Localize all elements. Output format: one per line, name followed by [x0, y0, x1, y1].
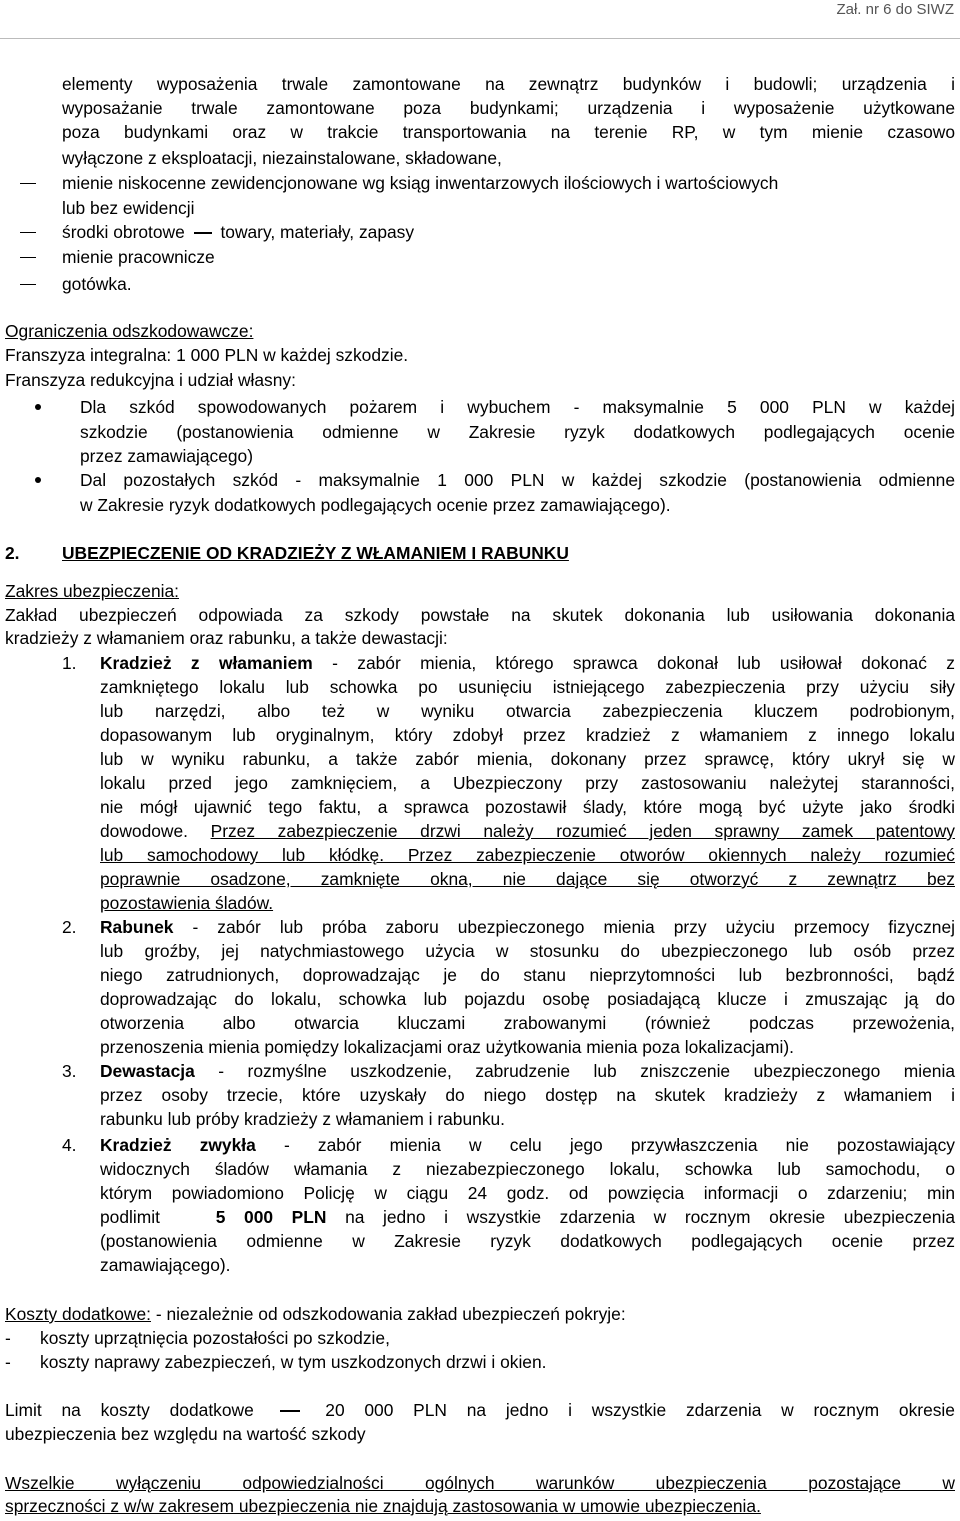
- item-first-line: [100, 916, 955, 938]
- dash-marker: [20, 183, 36, 184]
- item-line: którym powiadomiono Policję w ciągu 24 godz. od powzięcia informacji o zdarzeniu; min: [100, 1183, 955, 1203]
- item-line: lub narzędzi, albo też w wyniku otwarcia zabezpieczenia kluczem podrobionym,: [100, 701, 955, 721]
- franchise-reduction: Franszyza redukcyjna i udział własny:: [5, 370, 296, 390]
- item-first-text: - zabór mienia, którego sprawca dokonał lub usiłował dokonać z: [332, 653, 955, 673]
- sublimit-value: 5 000 PLN: [215, 1207, 327, 1227]
- costs-heading-line: [5, 1303, 626, 1325]
- bullet-line: przez zamawiającego): [80, 446, 254, 466]
- item-number: 2.: [62, 917, 77, 937]
- dash-item: gotówka.: [62, 274, 132, 294]
- intro-line: wyposażanie trwale zamontowane poza budynkami; urządzenia i wyposażenie użytkowane: [62, 98, 955, 118]
- item-term: Rabunek: [100, 917, 174, 937]
- bullet-line: Dal pozostałych szkód - maksymalnie 1 000 PLN w każdej szkodzie (postanowienia odmienne: [80, 470, 955, 490]
- costs-item: koszty naprawy zabezpieczeń, w tym uszkodzonych drzwi i okien.: [40, 1352, 547, 1372]
- item-line: zamawiającego).: [100, 1255, 231, 1275]
- item-line: otworzenia albo otwarcia kluczami zrabowanymi (również podczas przewożenia,: [100, 1013, 955, 1033]
- header-divider: [0, 38, 960, 39]
- item-first-text: - zabór lub próba zaboru ubezpieczonego mienia przy użyciu przemocy fizycznej: [192, 917, 955, 937]
- scope-line: Zakład ubezpieczeń odpowiada za szkody powstałe na skutek dokonania lub usiłowania dokonania: [5, 605, 955, 625]
- item-term: Dewastacja: [100, 1061, 195, 1081]
- costs-marker: -: [5, 1328, 11, 1348]
- scope-line: kradzieży z włamaniem oraz rabunku, a także dewastacji:: [5, 628, 448, 648]
- scope-heading: Zakres ubezpieczenia:: [5, 581, 179, 601]
- item-sublimit-line: [100, 1206, 955, 1228]
- limit-line: [5, 1399, 955, 1421]
- costs-heading: Koszty dodatkowe:: [5, 1304, 151, 1324]
- item-number: 3.: [62, 1061, 77, 1081]
- costs-marker: -: [5, 1352, 11, 1372]
- limit-prefix: Limit na koszty dodatkowe: [5, 1400, 254, 1420]
- item-term: Kradzież z włamaniem: [100, 653, 313, 673]
- item-underlined-text: Przez zabezpieczenie drzwi należy rozumieć jeden sprawny zamek patentowy: [210, 821, 955, 841]
- item-line: [100, 820, 955, 842]
- item-line: widocznych śladów włamania z niezabezpieczonego lokalu, schowka lub samochodu, o: [100, 1159, 955, 1179]
- item-term: Kradzież zwykła: [100, 1135, 256, 1155]
- costs-heading-rest: - niezależnie od odszkodowania zakład ubezpieczeń pokryje:: [155, 1304, 626, 1324]
- costs-item: koszty uprzątnięcia pozostałości po szkodzie,: [40, 1328, 390, 1348]
- item-line: doprowadzając do lokalu, schowka lub pojazdu osobę posiadającą klucze i zmuszając ją do: [100, 989, 955, 1009]
- item-line: dopasowanym lub oryginalnym, który zdobył przez kradzież z włamaniem z innego lokalu: [100, 725, 955, 745]
- item-line: przenoszenia mienia pomiędzy lokalizacjami oraz użytkowania mienia poza lokalizacjami).: [100, 1037, 795, 1057]
- item-first-text: - rozmyślne uszkodzenie, zabrudzenie lub zniszczenie ubezpieczonego mienia: [218, 1061, 955, 1081]
- item-line: lokalu przed jego zamknięciem, a Ubezpieczony przy zastosowaniu należytej staranności,: [100, 773, 955, 793]
- exclusion-line: sprzeczności z w/w zakresem ubezpieczenia nie znajdują zastosowania w umowie ubezpieczenia.: [5, 1496, 761, 1516]
- dash-marker: [20, 232, 36, 233]
- item-line: lub w wyniku rabunku, a także zabór mienia, dokonany przez sprawcę, który ukrył się w: [100, 749, 955, 769]
- exclusion-line: Wszelkie wyłączeniu odpowiedzialności ogólnych warunków ubezpieczenia pozostające w: [5, 1473, 955, 1493]
- bullet-marker: [35, 477, 41, 483]
- item-number: 4.: [62, 1135, 77, 1155]
- item-line: (postanowienia odmienne w Zakresie ryzyk dodatkowych podlegających ocenie przez: [100, 1231, 955, 1251]
- header-label: Zał. nr 6 do SIWZ: [836, 1, 954, 18]
- dash-item-suffix: towary, materiały, zapasy: [220, 222, 415, 242]
- item-underlined-line: lub samochodowy lub kłódkę. Przez zabezpieczenie otworów okiennych należy rozumieć: [100, 845, 955, 865]
- limit-text: 20 000 PLN na jedno i wszystkie zdarzenia w rocznym okresie: [325, 1400, 955, 1420]
- item-underlined-line: pozostawienia śladów.: [100, 893, 274, 913]
- item-line: zamkniętego lokalu lub schowka po usunięciu istniejącego zabezpieczenia przy użyciu siły: [100, 677, 955, 697]
- dash-item-prefix: środki obrotowe: [62, 222, 185, 242]
- limit-line: ubezpieczenia bez względu na wartość szkody: [5, 1424, 366, 1444]
- intro-line: poza budynkami oraz w trakcie transportowania na terenie RP, w tym mienie czasowo: [62, 122, 955, 142]
- bullet-line: Dla szkód spowodowanych pożarem i wybuchem - maksymalnie 5 000 PLN w każdej: [80, 397, 955, 417]
- dash-marker: [20, 284, 36, 285]
- item-line: niego zatrudnionych, doprowadzając je do stanu nieprzytomności lub bezbronności, bądź: [100, 965, 955, 985]
- item-first-line: [100, 1134, 955, 1156]
- bullet-marker: [35, 404, 41, 410]
- franchise-integral: Franszyza integralna: 1 000 PLN w każdej szkodzie.: [5, 345, 409, 365]
- dash-item-continuation: lub bez ewidencji: [62, 198, 195, 218]
- section-number: 2.: [5, 543, 20, 563]
- em-dash: [280, 1410, 300, 1412]
- intro-line: elementy wyposażenia trwale zamontowane na zewnątrz budynków i budowli; urządzenia i: [62, 74, 955, 94]
- dash-item: mienie pracownicze: [62, 247, 215, 267]
- page-header: [0, 0, 960, 40]
- item-first-line: [100, 1060, 955, 1082]
- sublimit-label: podlimit: [100, 1207, 160, 1227]
- bullet-line: w Zakresie ryzyk dodatkowych podlegających ocenie przez zamawiającego).: [80, 495, 671, 515]
- item-underlined-line: poprawnie osadzone, zamknięte okna, nie dające się otworzyć z zewnątrz bez: [100, 869, 955, 889]
- dash-item: [62, 221, 414, 243]
- em-dash: [194, 232, 212, 234]
- section-title: UBEZPIECZENIE OD KRADZIEŻY Z WŁAMANIEM I RABUNKU: [62, 543, 569, 563]
- dash-item: mienie niskocenne zewidencjonowane wg ksiąg inwentarzowych ilościowych i wartościowych: [62, 173, 779, 193]
- item-number: 1.: [62, 653, 77, 673]
- item-first-line: [100, 652, 955, 674]
- bullet-line: szkodzie (postanowienia odmienne w Zakresie ryzyk dodatkowych podlegających ocenie: [80, 422, 955, 442]
- item-line: rabunku lub próby kradzieży z włamaniem i rabunku.: [100, 1109, 506, 1129]
- item-line: nie mógł ujawnić tego faktu, a sprawca pozostawił ślady, które mogą być użyte jako środki: [100, 797, 955, 817]
- item-line: lub groźby, jej natychmiastowego użycia w stosunku do ubezpieczonego lub osób przez: [100, 941, 955, 961]
- item-line: przez osoby trzecie, które uzyskały do niego dostęp na skutek kradzieży z włamaniem i: [100, 1085, 955, 1105]
- sublimit-text: na jedno i wszystkie zdarzenia w rocznym okresie ubezpieczenia: [345, 1207, 955, 1227]
- dash-marker: [20, 257, 36, 258]
- item-text: dowodowe.: [100, 821, 188, 841]
- limits-heading: Ograniczenia odszkodowawcze:: [5, 321, 254, 341]
- item-first-text: - zabór mienia w celu jego przywłaszczenia nie pozostawiający: [283, 1135, 955, 1155]
- intro-line: wyłączone z eksploatacji, niezainstalowane, składowane,: [62, 148, 502, 168]
